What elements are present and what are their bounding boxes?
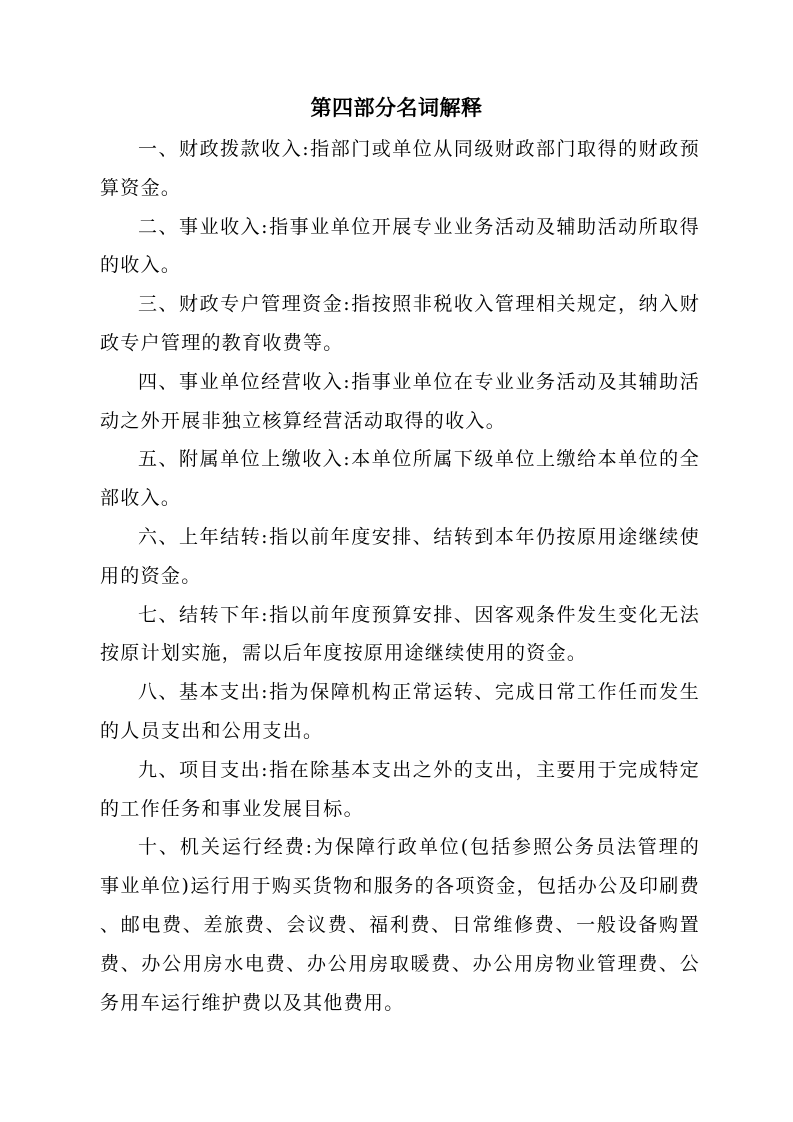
- paragraph-business-income: 二、事业收入:指事业单位开展专业业务活动及辅助活动所取得的收入。: [100, 215, 700, 277]
- paragraph-fiscal-special-account-funds: 三、财政专户管理资金:指按照非税收入管理相关规定，纳入财政专户管理的教育收费等。: [100, 293, 700, 354]
- paragraph-operating-income: 四、事业单位经营收入:指事业单位在专业业务活动及其辅助活动之外开展非独立核算经营活动取得的收入。: [100, 370, 700, 432]
- document-body: [100, 130, 700, 1022]
- paragraph-agency-operating-expenses: 十、机关运行经费:为保障行政单位(包括参照公务员法管理的事业单位)运行用于购买货物和服务的各项资金，包括办公及印刷费、邮电费、差旅费、会议费、福利费、日常维修费、一般设备购置费、办公用房水电费、办公用房取暖费、办公用房物业管理费、公务用车运行维护费以及其他费用。: [100, 836, 700, 1014]
- paragraph-subsidiary-remittance-income: 五、附属单位上缴收入:本单位所属下级单位上缴给本单位的全部收入。: [100, 448, 700, 510]
- paragraph-project-expenditure: 九、项目支出:指在除基本支出之外的支出，主要用于完成特定的工作任务和事业发展目标。: [100, 758, 700, 820]
- paragraph-carryover-next-year: 七、结转下年:指以前年度预算安排、因客观条件发生变化无法按原计划实施，需以后年度按原用途继续使用的资金。: [100, 603, 700, 665]
- paragraph-basic-expenditure: 八、基本支出:指为保障机构正常运转、完成日常工作任而发生的人员支出和公用支出。: [100, 681, 700, 742]
- page-title: 第四部分名词解释: [310, 96, 483, 120]
- paragraph-prior-year-carryover: 六、上年结转:指以前年度安排、结转到本年仍按原用途继续使用的资金。: [100, 525, 700, 587]
- paragraph-fiscal-appropriation-income: 一、财政拨款收入:指部门或单位从同级财政部门取得的财政预算资金。: [100, 138, 700, 199]
